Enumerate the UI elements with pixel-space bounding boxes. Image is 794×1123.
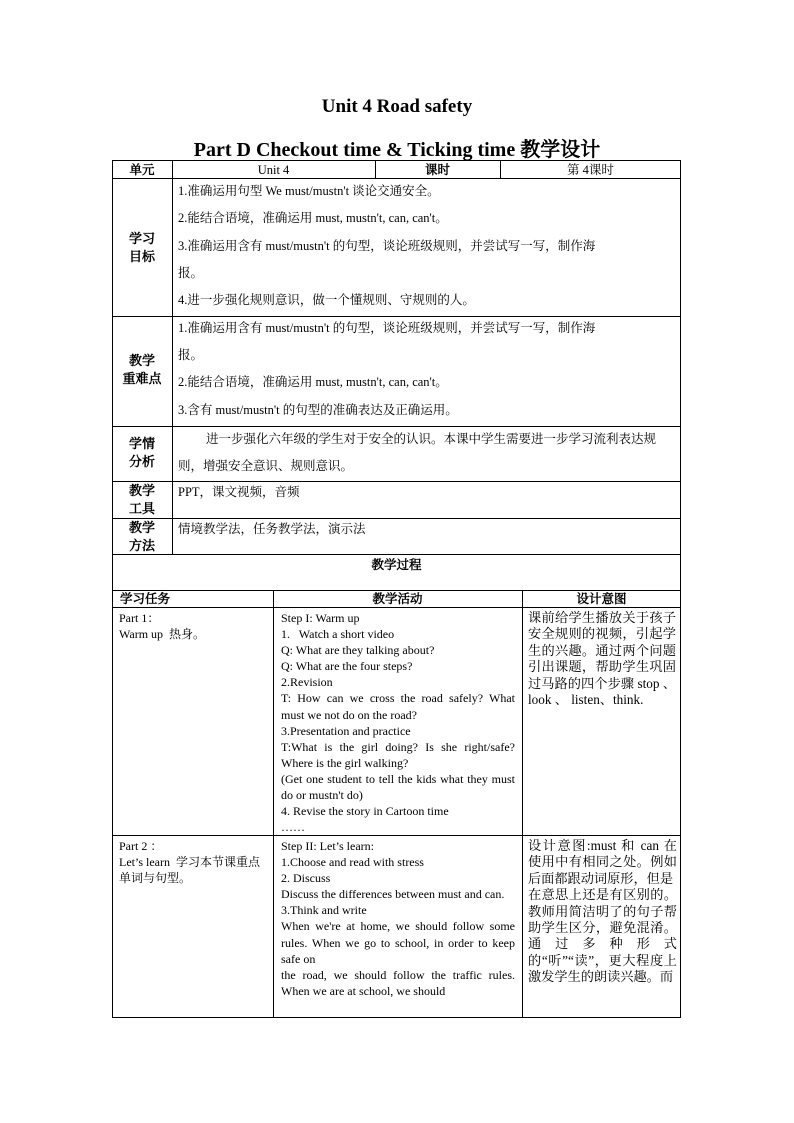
tools-text: PPT，课文视频，音频	[178, 485, 300, 499]
col-header-intent: 设计意图	[576, 592, 627, 606]
objective-item: 3.准确运用含有 must/mustn't 的句型，谈论班级规则，并尝试写一写，制作海	[178, 239, 596, 253]
process-title: 教学过程	[371, 558, 422, 572]
objective-item: 4.进一步强化规则意识，做一个懂规则、守规则的人。	[178, 293, 475, 307]
document-title: Unit 4 Road safety	[321, 96, 473, 117]
key-point-item: 1.准确运用含有 must/mustn't 的句型，谈论班级规则，并尝试写一写，制作海	[178, 321, 596, 335]
unit-label: 单元	[129, 163, 155, 177]
col-header-activity: 教学活动	[372, 592, 423, 606]
intent-cell: 设计意图:must 和 can 在使用中有相同之处。例如后面都跟动词原形，但是 在意思上还是有区别的。教师用简洁明了的句子帮助学生区分，避免混淆。通过多种形式的“听”“读”，更大程度上激发学生的朗读兴趣。而	[528, 838, 677, 985]
document-subtitle: Part D Checkout time & Ticking time 教学设计	[193, 139, 601, 161]
unit-value: Unit 4	[257, 163, 290, 177]
objective-item: 2.能结合语境，准确运用 must, mustn't, can, can't。	[178, 211, 448, 225]
key-point-item: 3.含有 must/mustn't 的句型的准确表达及正确运用。	[178, 403, 458, 417]
lesson-value: 第 4课时	[567, 163, 614, 177]
key-point-item: 报。	[178, 348, 204, 362]
objective-item: 报。	[178, 266, 204, 280]
objectives-label: 学习 目标	[128, 231, 155, 264]
col-header-task: 学习任务	[120, 592, 171, 606]
activity-cell: Step I: Warm up 1. Watch a short video Q: What are they talking about? Q: What are the four steps? 2.Revision T: How can we cross the road safely? What must we not do on the road? 3.Presentation and practice T:What is the girl doing? Is she right/safe? Where is the girl walking? (Get one student to tell the kids what they must do or mustn't do) 4. Revise the story in Cartoon time ……	[281, 611, 515, 835]
tools-label: 教学 工具	[128, 483, 155, 516]
lesson-label: 课时	[424, 163, 450, 177]
intent-cell: 课前给学生播放关于孩子安全规则的视频，引起学生的兴趣。通过两个问题引出课题，帮助学生巩固过马路的四个步骤 stop 、 look 、 listen、think.	[528, 610, 680, 708]
activity-cell: Step II: Let’s learn: 1.Choose and read with stress 2. Discuss Discuss the differences between must and can. 3.Think and write When we're at home, we should follow some rules. When we go to school, in order to keep safe on the road, we should follow the traffic rules. When we are at school, we should	[281, 839, 515, 998]
key-points-label: 教学 重难点	[122, 353, 162, 386]
task-cell: Part 1： Warm up 热身。	[119, 611, 206, 642]
key-point-item: 2.能结合语境，准确运用 must, mustn't, can, can't。	[178, 375, 448, 389]
methods-label: 教学 方法	[128, 520, 155, 553]
methods-text: 情境教学法，任务教学法，演示法	[178, 522, 366, 536]
objective-item: 1.准确运用句型 We must/mustn't 谈论交通安全。	[178, 184, 440, 198]
task-cell: Part 2 ： Let’s learn 学习本节课重点单词与句型。	[119, 839, 260, 886]
analysis-text: 进一步强化六年级的学生对于安全的认识。本课中学生需要进一步学习流利表达规则，增强安全意识、规则意识。	[178, 432, 657, 473]
analysis-label: 学情 分析	[128, 436, 155, 469]
